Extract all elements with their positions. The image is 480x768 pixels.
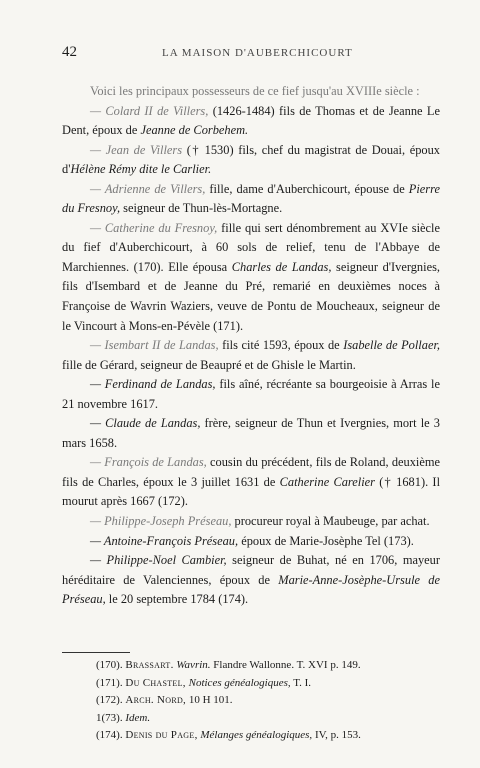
running-head: LA MAISON D'AUBERCHICOURT — [162, 47, 353, 59]
person-name: — Isembart II de Landas, — [90, 338, 219, 353]
person-name: — Colard II de Villers, — [90, 103, 209, 118]
footnotes — [96, 657, 446, 745]
body-text — [62, 82, 440, 610]
entry-antoine-francois: — Antoine-François Préseau, époux de Marie-Josèphe Tel (173). — [90, 533, 414, 548]
entry-isembart: — Isembart II de Landas, fils cité 1593, époux de Isabelle de Pollaer, fille de Gérard, seigneur de Beaupré et de Ghisle le Martin. — [62, 338, 440, 372]
page-number: 42 — [62, 44, 77, 60]
footnote: (174). Denis du Page, Mélanges généalogiques, IV, p. 153. — [96, 729, 361, 742]
footnote: 1(73). Idem. — [96, 711, 151, 724]
entry-catherine: — Catherine du Fresnoy, fille qui sert dénombrement au XVIe siècle du fief d'Auberchicourt, à 60 sols de relief, tenu de l'Abbaye de Marchiennes. (170). Elle épousa Charles de Landas, seigneur d'Ivergnies, fils d'Isembard et de Jeanne du Pré, remarié en deuxièmes noces à Françoise de Wavrin Waziers, veuve de Pontu de Moucheaux, seigneur de le Vincourt à Mons-en-Pévèle (171). — [62, 220, 440, 333]
entry-adrienne: — Adrienne de Villers, fille, dame d'Auberchicourt, épouse de Pierre du Fresnoy, seigneur de Thun-lès-Mortagne. — [62, 181, 440, 216]
footnote: (172). Arch. Nord, 10 H 101. — [96, 694, 233, 707]
person-name: — Philippe-Joseph Préseau, — [90, 514, 232, 529]
entry-philippe-noel: — Philippe-Noel Cambier, seigneur de Buhat, né en 1706, mayeur héréditaire de Valenciennes, époux de Marie-Anne-Josèphe-Ursule de Préseau, le 20 septembre 1784 (174). — [62, 553, 440, 607]
person-name: — Ferdinand de Landas, — [90, 377, 216, 392]
person-name: — François de Landas, — [90, 455, 207, 470]
paragraph-intro: Voici les principaux possesseurs de ce fief jusqu'au XVIIIe siècle : — [90, 84, 420, 98]
footnote: (171). Du Chastel, Notices généalogiques, T. I. — [96, 676, 312, 689]
person-name: — Claude de Landas, — [90, 416, 201, 431]
entry-claude: — Claude de Landas, frère, seigneur de Thun et Ivergnies, mort le 3 mars 1658. — [62, 416, 440, 450]
page-header — [62, 44, 440, 64]
footnote: (170). Brassart. Wavrin. Flandre Wallonne. T. XVI p. 149. — [96, 659, 361, 671]
person-name: — Catherine du Fresnoy, — [90, 220, 218, 235]
person-name: — Adrienne de Villers, — [90, 181, 206, 196]
entry-philippe-joseph: — Philippe-Joseph Préseau, procureur royal à Maubeuge, par achat. — [90, 514, 430, 529]
entry-ferdinand: — Ferdinand de Landas, fils aîné, récréante sa bourgeoisie à Arras le 21 novembre 1617. — [62, 377, 440, 411]
person-name: — Philippe-Noel Cambier, — [90, 553, 227, 568]
entry-colard: — Colard II de Villers, (1426-1484) fils de Thomas et de Jeanne Le Dent, époux de Jeanne de Corbehem. — [62, 103, 440, 138]
person-name: — Antoine-François Préseau, — [90, 533, 239, 548]
entry-jean: — Jean de Villers († 1530) fils, chef du magistrat de Douai, époux d'Hélène Rémy dite le Carlier. — [62, 142, 440, 177]
entry-francois: — François de Landas, cousin du précédent, fils de Roland, deuxième fils de Charles, époux le 3 juillet 1631 de Catherine Carelier († 1681). Il mourut après 1667 (172). — [62, 455, 441, 509]
footnote-rule — [62, 652, 130, 653]
person-name: — Jean de Villers — [90, 142, 183, 157]
